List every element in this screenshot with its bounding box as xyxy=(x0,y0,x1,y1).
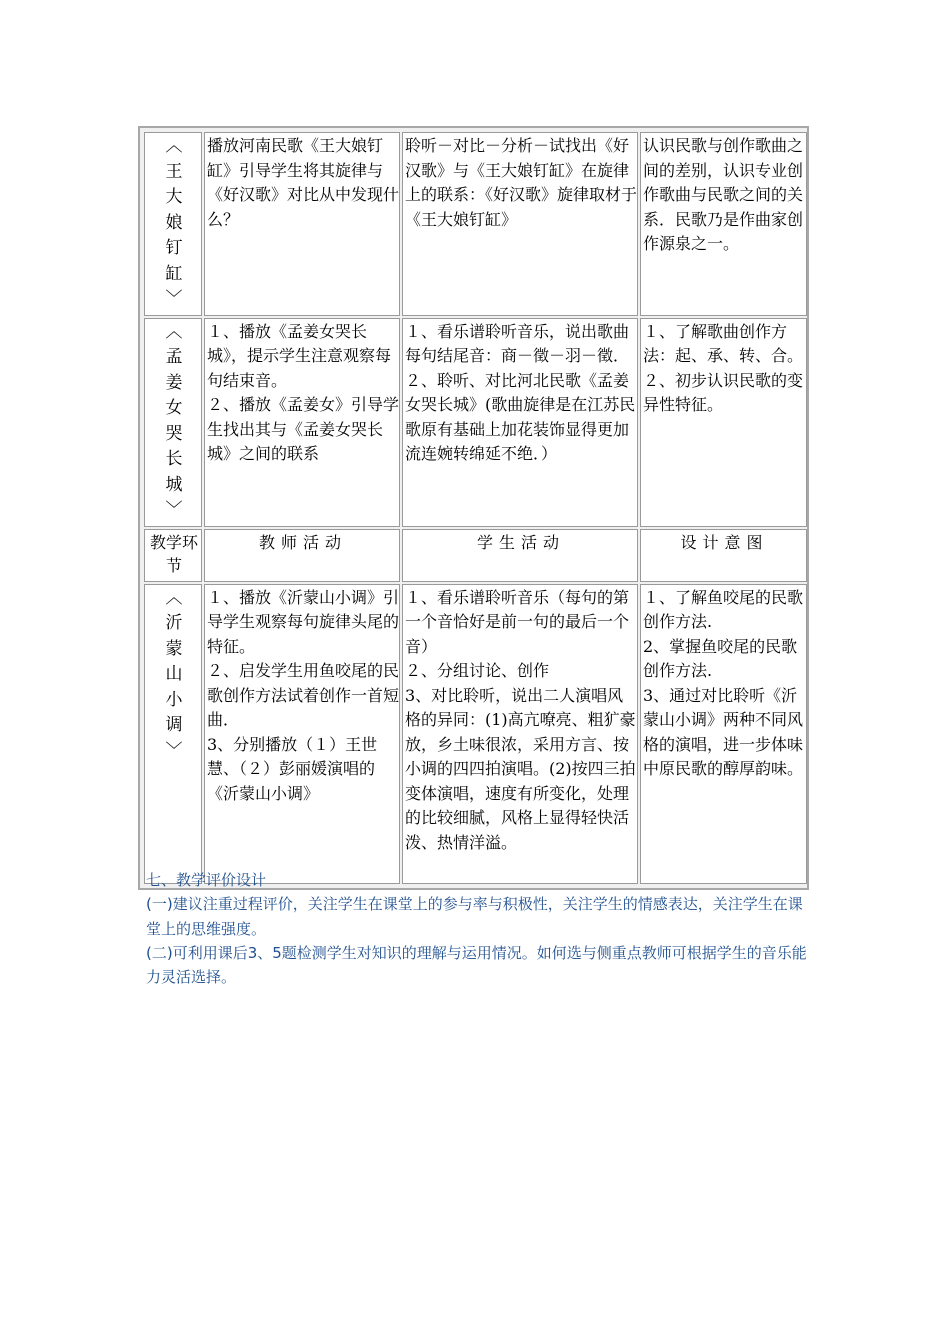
evaluation-item-2: (二)可利用课后3、5题检测学生对知识的理解与运用情况。如何选与侧重点教师可根据学生的音乐能力灵活选择。 xyxy=(146,943,807,987)
evaluation-item-1: (一)建议注重过程评价，关注学生在课堂上的参与率与积极性，关注学生的情感表达，关注学生在课堂上的思维强度。 xyxy=(146,895,803,938)
teacher-activity-cell: 播放河南民歌《王大娘钉缸》引导学生将其旋律与《好汉歌》对比从中发现什么？ xyxy=(204,132,400,316)
table-row-meng-jiang-nv xyxy=(144,318,807,527)
section-cell: ︿ 孟 姜 女 哭 长 城 ﹀ xyxy=(144,318,202,527)
student-activity-cell: １、看乐谱聆听音乐（每句的第一个音恰好是前一句的最后一个音） ２、分组讨论、创作 3、对比聆听，说出二人演唱风格的异同：(1)高亢嘹亮、粗犷豪放，乡土味很浓，采用方言、按小调的四四拍演唱。(2)按四三拍变体演唱，速度有所变化，处理的比较细腻，风格上显得轻快活泼、热情洋溢。 xyxy=(402,584,638,884)
section-cell: ︿ 沂 蒙 山 小 调 ﹀ xyxy=(144,584,202,884)
design-intent-cell: １、了解鱼咬尾的民歌创作方法. 2、掌握鱼咬尾的民歌创作方法. 3、通过对比聆听《沂蒙山小调》两种不同风格的演唱，进一步体味中原民歌的醇厚韵味。 xyxy=(640,584,807,884)
section-cell: ︿ 王 大 娘 钉 缸 ﹀ xyxy=(144,132,202,316)
header-teacher-activity: 教师活动 xyxy=(204,529,400,582)
header-student-activity: 学生活动 xyxy=(402,529,638,582)
teacher-activity-cell: １、播放《孟姜女哭长城》，提示学生注意观察每句结束音。 ２、播放《孟姜女》引导学生找出其与《孟姜女哭长城》之间的联系 xyxy=(204,318,400,527)
header-section: 教学环节 xyxy=(144,529,202,582)
teacher-activity-cell: １、播放《沂蒙山小调》引导学生观察每句旋律头尾的特征。 ２、启发学生用鱼咬尾的民歌创作方法试着创作一首短曲． 3、分别播放（１）王世慧、（２）彭丽媛演唱的《沂蒙山小调》 xyxy=(204,584,400,884)
student-activity-cell: １、看乐谱聆听音乐，说出歌曲每句结尾音：商－徵－羽－徵． ２、聆听、对比河北民歌《孟姜女哭长城》(歌曲旋律是在江苏民歌原有基础上加花装饰显得更加流连婉转绵延不绝．） xyxy=(402,318,638,527)
lesson-table xyxy=(142,130,809,886)
design-intent-cell: １、了解歌曲创作方法：起、承、转、合。 ２、初步认识民歌的变异性特征。 xyxy=(640,318,807,527)
evaluation-section xyxy=(146,868,812,989)
student-activity-cell: 聆听－对比－分析－试找出《好汉歌》与《王大娘钉缸》在旋律上的联系：《好汉歌》旋律取材于《王大娘钉缸》 xyxy=(402,132,638,316)
header-design-intent: 设计意图 xyxy=(640,529,807,582)
design-intent-cell: 认识民歌与创作歌曲之间的差别，认识专业创作歌曲与民歌之间的关系．民歌乃是作曲家创作源泉之一。 xyxy=(640,132,807,316)
evaluation-title: 七、教学评价设计 xyxy=(146,871,267,889)
table-row-yi-meng-shan xyxy=(144,584,807,884)
table-row-wang-da-niang xyxy=(144,132,807,316)
lesson-table-frame xyxy=(138,126,809,890)
table-header-row xyxy=(144,529,807,582)
